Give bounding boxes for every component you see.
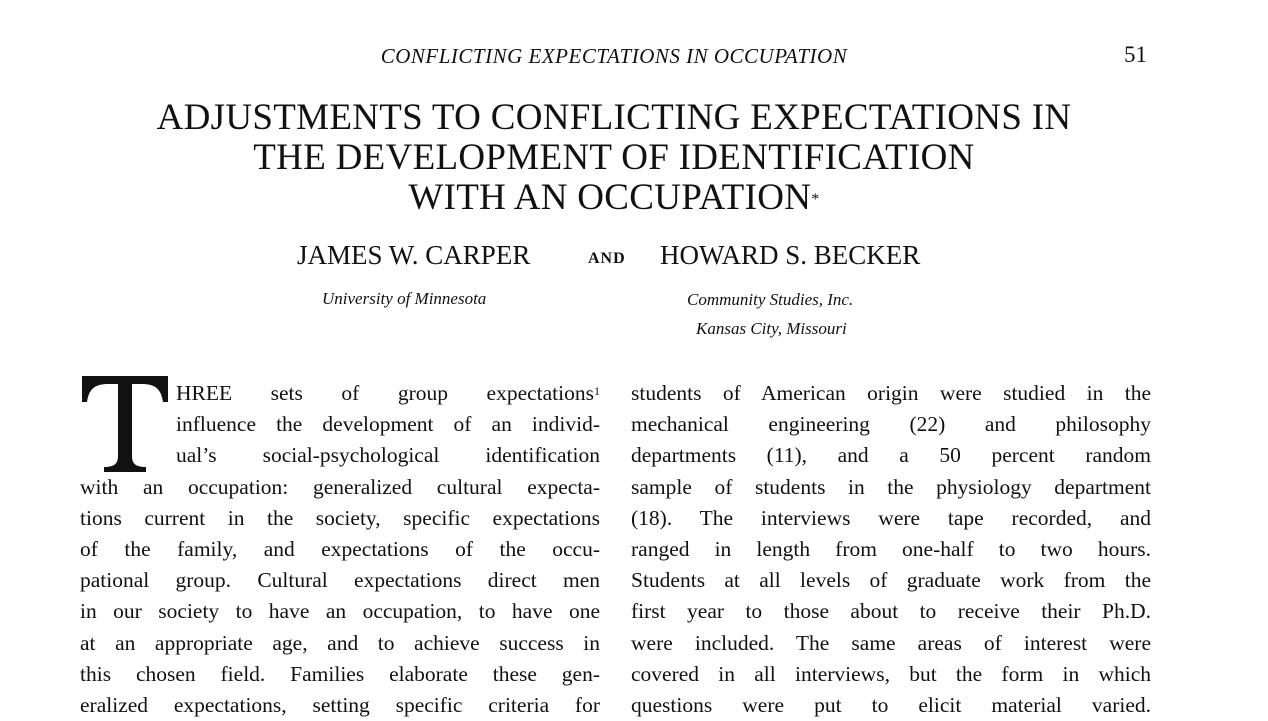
text-line: (18). The interviews were tape recorded, and	[631, 505, 1151, 530]
title-footnote-mark: *	[811, 191, 820, 208]
title-line	[0, 178, 1228, 218]
author-affiliation: Community Studies, Inc.	[687, 290, 854, 309]
text-line: in our society to have an occupation, to have one	[80, 599, 600, 624]
author-name: JAMES W. CARPER	[297, 240, 531, 270]
text-line: sample of students in the physiology department	[631, 474, 1151, 499]
text-line: pational group. Cultural expectations direct men	[80, 568, 600, 593]
author-affiliation: University of Minnesota	[322, 289, 487, 308]
footnote-ref: 1	[594, 384, 600, 398]
text-line: of the family, and expectations of the occu-	[80, 536, 600, 561]
title-line-text: WITH AN OCCUPATION	[408, 177, 812, 218]
text-line: questions were put to elicit material varied.	[631, 692, 1151, 717]
author-name: HOWARD S. BECKER	[660, 240, 921, 270]
text-line: covered in all interviews, but the form in which	[631, 661, 1151, 686]
text-line: tions current in the society, specific expectations	[80, 505, 600, 530]
text-line: at an appropriate age, and to achieve success in	[80, 630, 600, 655]
text-line: ranged in length from one-half to two hours.	[631, 536, 1151, 561]
text-line: were included. The same areas of interest were	[631, 630, 1151, 655]
text-line: departments (11), and a 50 percent random	[631, 443, 1151, 468]
left-column	[80, 378, 600, 721]
running-header	[0, 42, 1268, 72]
right-column	[631, 378, 1151, 721]
authors-block	[0, 240, 1268, 360]
text-line: eralized expectations, setting specific criteria for	[80, 692, 600, 717]
text-line: this chosen field. Families elaborate these gen-	[80, 661, 600, 686]
author-conjunction: AND	[588, 250, 626, 267]
author-affiliation-location: Kansas City, Missouri	[696, 319, 847, 338]
text-line: influence the development of an individ-	[176, 412, 600, 437]
running-title: CONFLICTING EXPECTATIONS IN OCCUPATION	[380, 44, 848, 68]
text-line: with an occupation: generalized cultural expecta-	[80, 474, 600, 499]
text-line	[80, 378, 600, 409]
title-line: THE DEVELOPMENT OF IDENTIFICATION	[253, 137, 975, 178]
title-line: ADJUSTMENTS TO CONFLICTING EXPECTATIONS IN	[156, 97, 1072, 138]
article-title	[0, 98, 1228, 218]
text-line-content: HREE sets of group expectations	[176, 381, 594, 405]
text-line: students of American origin were studied in the	[631, 381, 1151, 405]
text-line: ual’s social-psychological identification	[176, 443, 600, 468]
text-line: Students at all levels of graduate work from the	[631, 568, 1151, 593]
text-line: mechanical engineering (22) and philosophy	[631, 412, 1151, 437]
text-line: first year to those about to receive their Ph.D.	[631, 599, 1151, 624]
page-number: 51	[1124, 42, 1147, 67]
